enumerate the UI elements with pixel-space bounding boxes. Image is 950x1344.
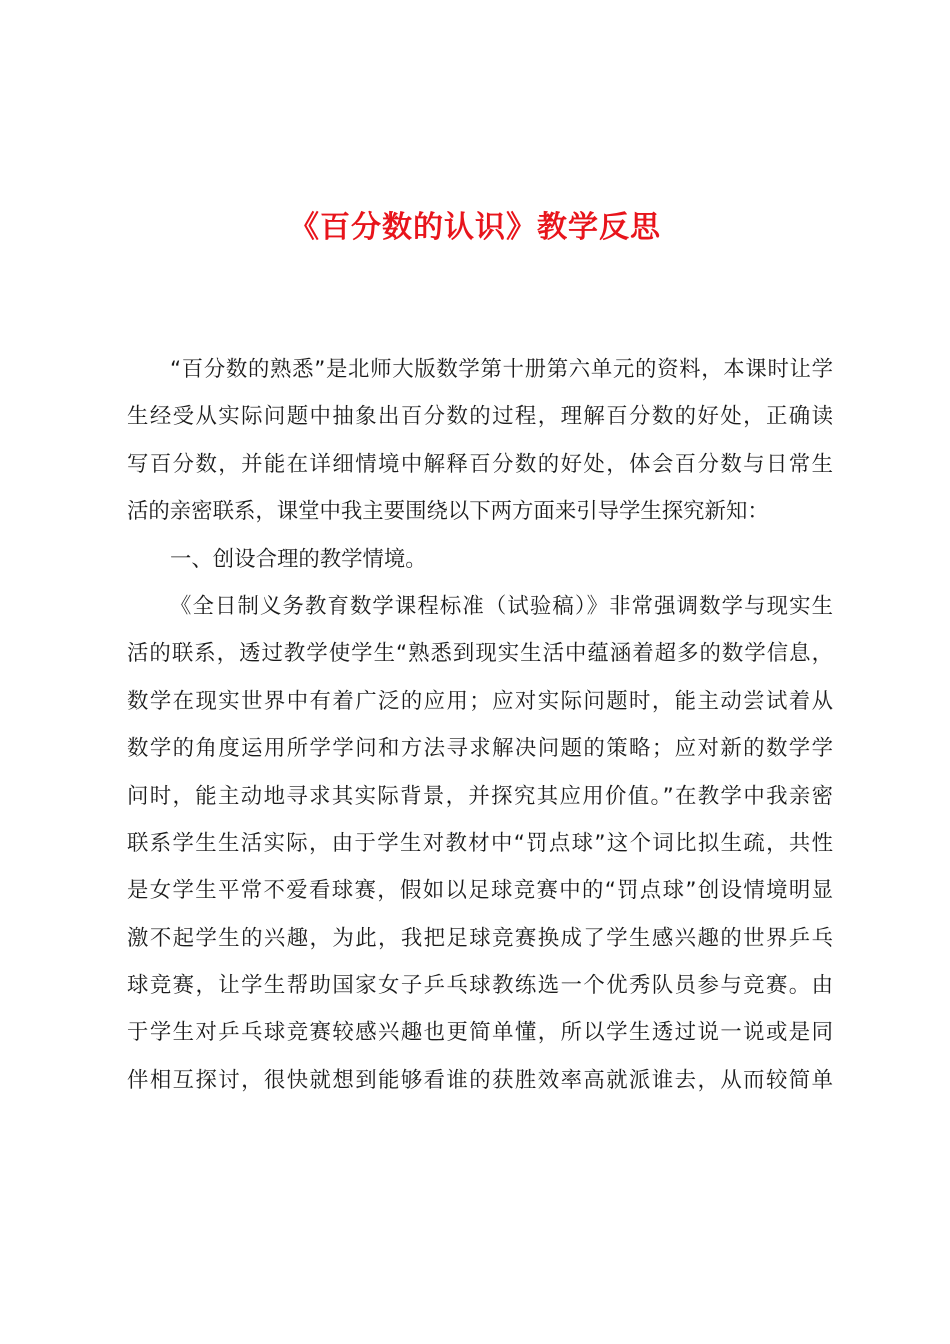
body-line: 一、创设合理的教学情境。 bbox=[170, 546, 427, 572]
body-line: 问时，能主动地寻求其实际背景，并探究其应用价值。”在教学中我亲密 bbox=[127, 783, 833, 809]
body-line: 数学在现实世界中有着广泛的应用；应对实际问题时，能主动尝试着从 bbox=[127, 688, 833, 714]
body-line: 是女学生平常不爱看球赛，假如以足球竞赛中的“罚点球”创设情境明显 bbox=[127, 878, 833, 904]
body-line: 活的亲密联系，课堂中我主要围绕以下两方面来引导学生探究新知： bbox=[127, 499, 769, 525]
body-line: 活的联系，透过教学使学生“熟悉到现实生活中蕴涵着超多的数学信息， bbox=[127, 641, 833, 667]
body-line: 数学的角度运用所学学问和方法寻求解决问题的策略；应对新的数学学 bbox=[127, 736, 833, 762]
document-body bbox=[127, 346, 833, 1104]
body-line: “百分数的熟悉”是北师大版数学第十册第六单元的资料，本课时让学 bbox=[170, 357, 833, 382]
body-line: 激不起学生的兴趣，为此，我把足球竞赛换成了学生感兴趣的世界乒乓 bbox=[127, 925, 833, 951]
body-line: 球竞赛，让学生帮助国家女子乒乓球教练选一个优秀队员参与竞赛。由 bbox=[127, 973, 833, 999]
body-line: 伴相互探讨，很快就想到能够看谁的获胜效率高就派谁去，从而较简单 bbox=[127, 1067, 833, 1093]
body-line: 联系学生生活实际，由于学生对教材中“罚点球”这个词比拟生疏，共性 bbox=[127, 830, 833, 856]
body-line: 于学生对乒乓球竞赛较感兴趣也更简单懂，所以学生透过说一说或是同 bbox=[127, 1020, 833, 1046]
body-line: 生经受从实际问题中抽象出百分数的过程，理解百分数的好处，正确读 bbox=[127, 404, 833, 430]
document-title: 《百分数的认识》教学反思 bbox=[289, 210, 661, 245]
body-line: 《全日制义务教育数学课程标准（试验稿）》非常强调数学与现实生 bbox=[170, 593, 833, 619]
body-line: 写百分数，并能在详细情境中解释百分数的好处，体会百分数与日常生 bbox=[127, 451, 833, 477]
